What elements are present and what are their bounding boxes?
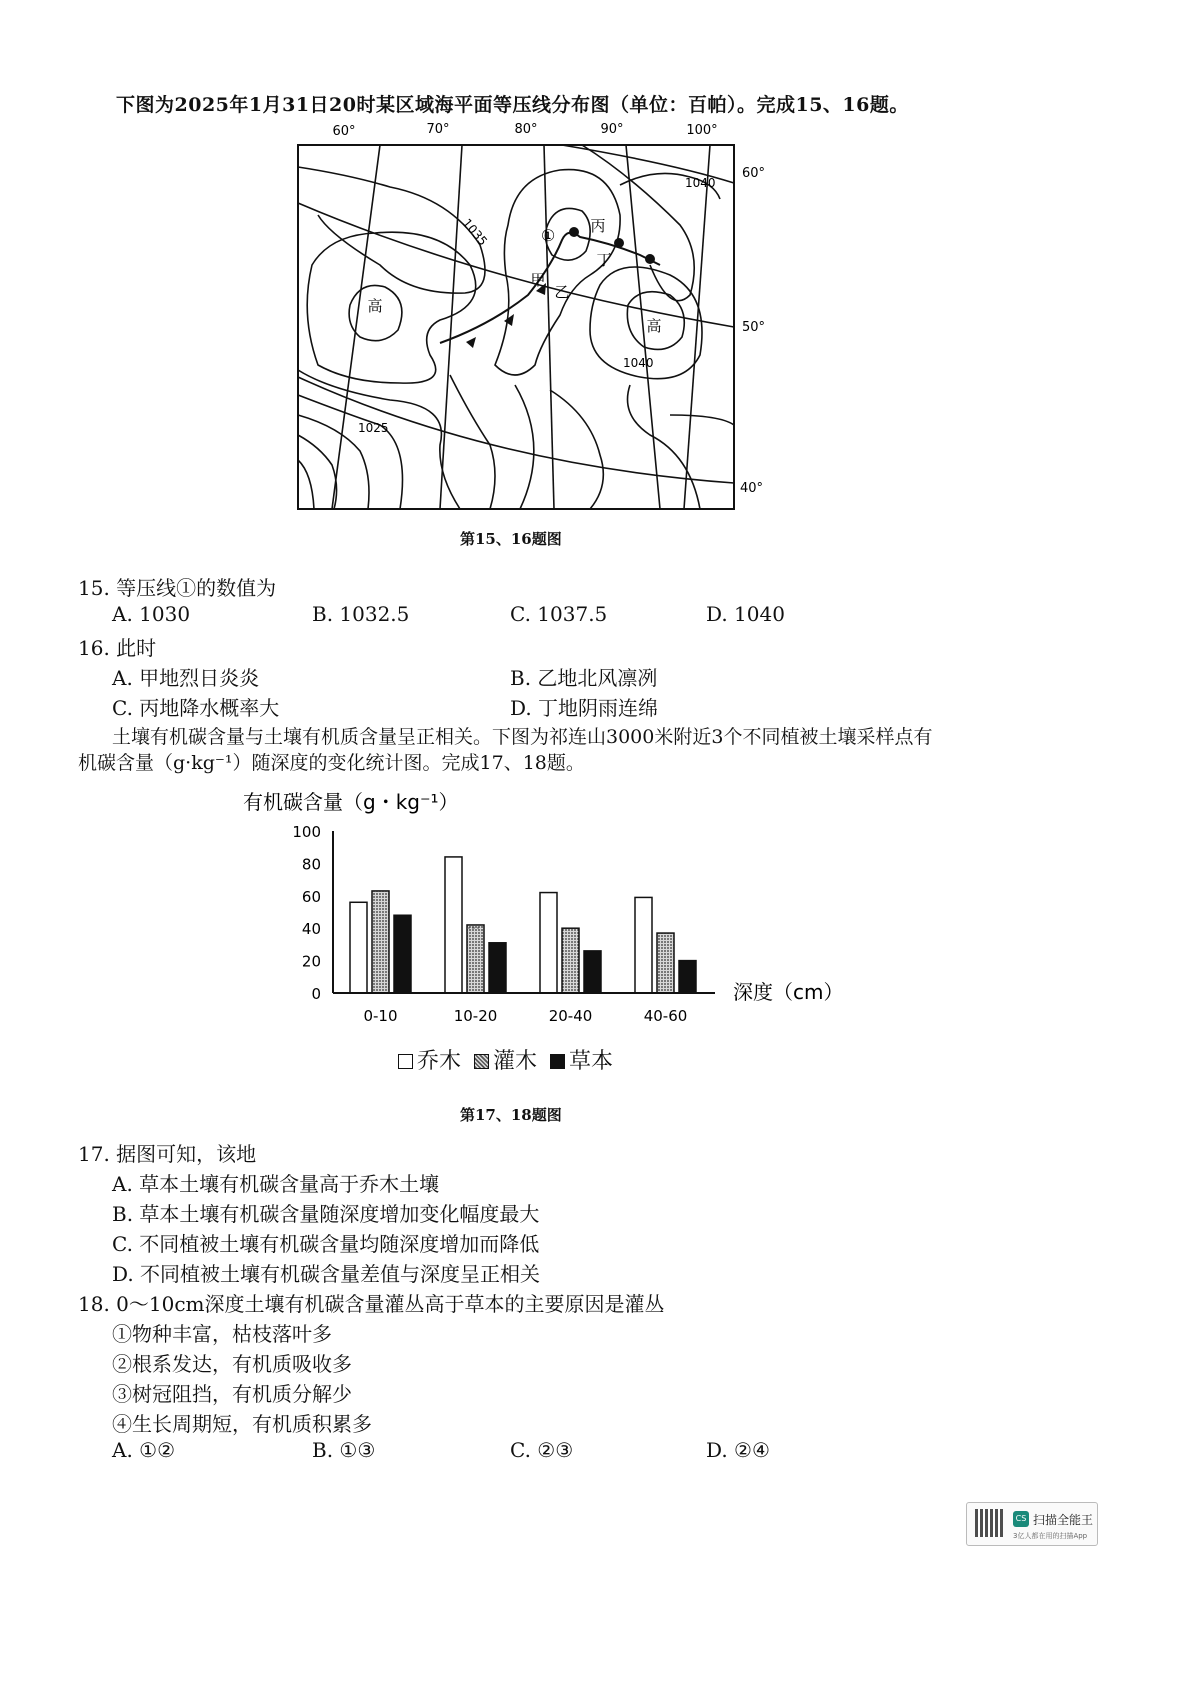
point-label-bing: 丙 bbox=[590, 217, 606, 235]
isobar bbox=[307, 232, 476, 383]
lat-label: 40° bbox=[740, 481, 764, 496]
point-label-isobar-1: ① bbox=[540, 226, 556, 245]
figure-caption-2: 第17、18题图 bbox=[460, 1106, 562, 1124]
point-label-jia: 甲 bbox=[530, 271, 546, 289]
legend-swatch-qiaomu bbox=[398, 1054, 413, 1069]
bar-草本 bbox=[679, 961, 696, 993]
x-tick-label: 40-60 bbox=[643, 1007, 688, 1025]
y-tick-label: 60 bbox=[301, 887, 321, 906]
q16-option-b[interactable]: B. 乙地北风凛冽 bbox=[510, 666, 658, 690]
isobar bbox=[495, 170, 620, 375]
q15-option-b[interactable]: B. 1032.5 bbox=[312, 602, 410, 626]
legend-label-caoben: 草本 bbox=[569, 1049, 614, 1074]
legend-label-qiaomu: 乔木 bbox=[417, 1049, 462, 1074]
intro-text-2-line-2: 机碳含量（g·kg⁻¹）随深度的变化统计图。完成17、18题。 bbox=[78, 752, 585, 774]
q17-option-a[interactable]: A. 草本土壤有机碳含量高于乔木土壤 bbox=[112, 1172, 440, 1196]
q18-item-1: ①物种丰富，枯枝落叶多 bbox=[112, 1322, 332, 1346]
lon-label: 80° bbox=[514, 122, 538, 137]
q18-option-d[interactable]: D. ②④ bbox=[706, 1438, 770, 1462]
isobar bbox=[298, 370, 460, 509]
carbon-bar-chart bbox=[235, 785, 855, 1035]
chart-legend bbox=[398, 1044, 613, 1075]
y-tick-label: 40 bbox=[301, 920, 321, 939]
scanner-watermark-badge bbox=[966, 1502, 1098, 1546]
badge-subtitle: 3亿人都在用的扫描App bbox=[1013, 1532, 1088, 1540]
bar-乔木 bbox=[635, 897, 652, 993]
isobar-map bbox=[290, 115, 810, 525]
isobar bbox=[515, 385, 534, 509]
bar-草本 bbox=[394, 915, 411, 993]
cold-front-triangle bbox=[504, 314, 514, 326]
isobar bbox=[550, 390, 603, 509]
x-tick-label: 20-40 bbox=[548, 1007, 593, 1025]
q17-option-b[interactable]: B. 草本土壤有机碳含量随深度增加变化幅度最大 bbox=[112, 1202, 540, 1226]
x-tick-label: 0-10 bbox=[363, 1007, 398, 1025]
warm-front-semicircle bbox=[614, 238, 624, 248]
lat-label: 50° bbox=[742, 320, 766, 335]
q15-option-a[interactable]: A. 1030 bbox=[112, 602, 191, 626]
legend-swatch-caoben bbox=[550, 1054, 565, 1069]
camscanner-logo-icon: CS bbox=[1013, 1511, 1029, 1527]
isobar bbox=[298, 435, 337, 509]
point-label-yi: 乙 bbox=[554, 283, 570, 301]
q15-option-c[interactable]: C. 1037.5 bbox=[510, 602, 608, 626]
meridian-line bbox=[440, 145, 462, 509]
isobar-label: 1035 bbox=[459, 215, 491, 249]
y-tick-label: 80 bbox=[301, 855, 321, 874]
warm-front-semicircle bbox=[569, 227, 579, 237]
q18-option-a[interactable]: A. ①② bbox=[112, 1438, 176, 1462]
bar-乔木 bbox=[445, 857, 462, 993]
question-17-stem: 17. 据图可知，该地 bbox=[78, 1142, 257, 1166]
y-tick-label: 100 bbox=[292, 823, 321, 841]
bar-草本 bbox=[584, 951, 601, 993]
question-16-stem: 16. 此时 bbox=[78, 636, 157, 660]
bar-乔木 bbox=[350, 902, 367, 993]
isobar bbox=[670, 415, 734, 425]
intro-text-2-line-1: 土壤有机碳含量与土壤有机质含量呈正相关。下图为祁连山3000米附近3个不同植被土壤采样点有 bbox=[112, 726, 933, 748]
high-pressure-label: 高 bbox=[367, 297, 383, 315]
q18-option-b[interactable]: B. ①③ bbox=[312, 1438, 376, 1462]
point-label-ding: 丁 bbox=[596, 251, 612, 269]
badge-title: 扫描全能王 bbox=[1033, 1513, 1094, 1527]
intro-text-1: 下图为2025年1月31日20时某区域海平面等压线分布图（单位：百帕）。完成15、16题。 bbox=[116, 94, 909, 116]
lon-label: 60° bbox=[332, 124, 356, 139]
cold-front-triangle bbox=[466, 337, 476, 348]
legend-swatch-guanmu bbox=[474, 1054, 489, 1069]
q17-option-c[interactable]: C. 不同植被土壤有机碳含量均随深度增加而降低 bbox=[112, 1232, 540, 1256]
q15-option-d[interactable]: D. 1040 bbox=[706, 602, 785, 626]
bar-灌木 bbox=[562, 928, 579, 993]
q18-item-2: ②根系发达，有机质吸收多 bbox=[112, 1352, 352, 1376]
lon-label: 90° bbox=[600, 122, 624, 137]
isobar-label: 1040 bbox=[623, 356, 654, 370]
q16-option-a[interactable]: A. 甲地烈日炎炎 bbox=[112, 666, 260, 690]
q18-option-c[interactable]: C. ②③ bbox=[510, 1438, 574, 1462]
x-tick-label: 10-20 bbox=[453, 1007, 498, 1025]
q18-item-4: ④生长周期短，有机质积累多 bbox=[112, 1412, 372, 1436]
isobar bbox=[450, 375, 495, 509]
isobar-map-svg bbox=[290, 115, 810, 525]
y-tick-label: 0 bbox=[311, 985, 321, 1003]
qr-code-icon bbox=[975, 1509, 1003, 1537]
q16-option-c[interactable]: C. 丙地降水概率大 bbox=[112, 696, 280, 720]
lat-label: 60° bbox=[742, 166, 766, 181]
figure-caption-1: 第15、16题图 bbox=[460, 530, 562, 548]
q16-option-d[interactable]: D. 丁地阴雨连绵 bbox=[510, 696, 659, 720]
bar-灌木 bbox=[657, 933, 674, 993]
high-pressure-label: 高 bbox=[646, 317, 662, 335]
lon-label: 70° bbox=[426, 122, 450, 137]
q17-option-d[interactable]: D. 不同植被土壤有机碳含量差值与深度呈正相关 bbox=[112, 1262, 541, 1286]
meridian-line bbox=[332, 145, 383, 509]
isobar-label: 1040 bbox=[685, 176, 716, 190]
question-18-stem: 18. 0～10cm深度土壤有机碳含量灌丛高于草本的主要原因是灌丛 bbox=[78, 1292, 665, 1316]
warm-front-semicircle bbox=[645, 254, 655, 264]
meridian-line bbox=[684, 145, 710, 509]
chart-y-axis-label: 有机碳含量（g・kg⁻¹） bbox=[243, 790, 459, 814]
bar-草本 bbox=[489, 943, 506, 993]
lon-label: 100° bbox=[686, 123, 718, 138]
bar-灌木 bbox=[467, 925, 484, 993]
bar-chart-svg bbox=[235, 785, 855, 1035]
isobar bbox=[298, 395, 403, 509]
y-tick-label: 20 bbox=[301, 952, 321, 971]
legend-label-guanmu: 灌木 bbox=[493, 1049, 538, 1074]
isobar-label: 1025 bbox=[358, 421, 389, 435]
chart-x-axis-label: 深度（cm） bbox=[733, 980, 844, 1004]
q18-item-3: ③树冠阻挡，有机质分解少 bbox=[112, 1382, 352, 1406]
question-15-stem: 15. 等压线①的数值为 bbox=[78, 576, 277, 600]
bar-乔木 bbox=[540, 893, 557, 993]
isobar bbox=[298, 460, 314, 509]
bar-灌木 bbox=[372, 891, 389, 993]
